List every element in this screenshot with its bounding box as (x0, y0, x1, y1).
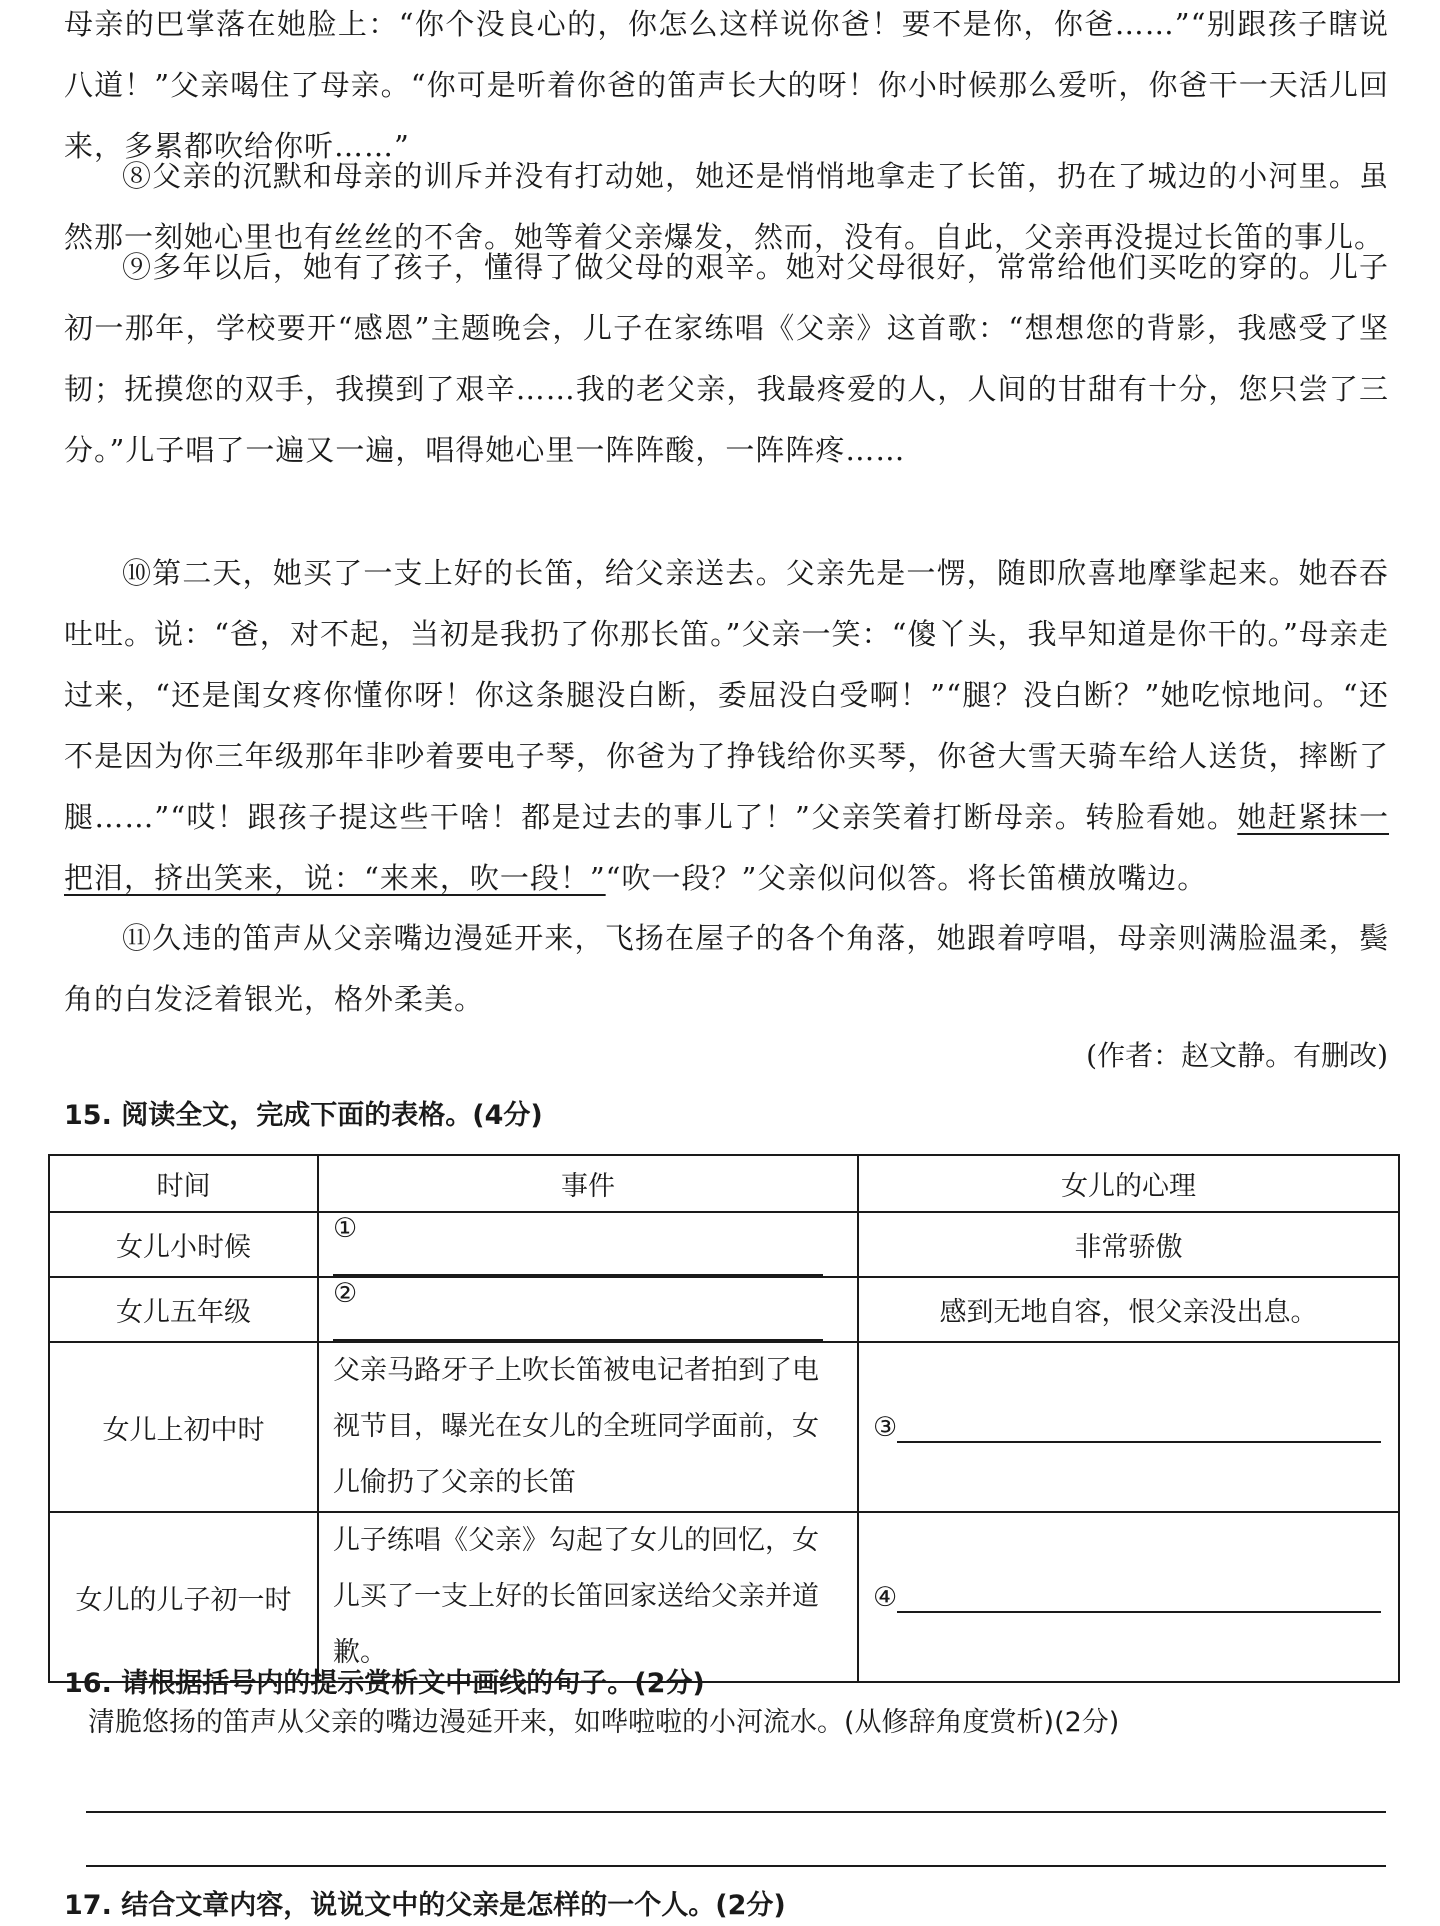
answer-marker: ③ (873, 1412, 898, 1443)
underlined-sentence: 她赶紧抹一把泪，挤出笑来，说：“来来，吹一段！” (64, 800, 1389, 895)
passage-paragraph-7-continued: 母亲的巴掌落在她脸上：“你个没良心的，你怎么这样说你爸！要不是你，你爸……”“别跟孩子瞎说八道！”父亲喝住了母亲。“你可是听着你爸的笛声长大的呀！你小时候那么爱听，你爸干一天活儿回来，多累都吹给你听……” (64, 7, 1389, 163)
header-mind: 女儿的心理 (858, 1155, 1399, 1212)
row-time: 女儿的儿子初一时 (49, 1512, 318, 1682)
paragraph-10-tail: “吹一段？”父亲似问似答。将长笛横放嘴边。 (605, 861, 1208, 895)
row-event: 儿子练唱《父亲》勾起了女儿的回忆，女儿买了一支上好的长笛回家送给父亲并道歉。 (318, 1512, 858, 1682)
answer-marker: ① (333, 1213, 358, 1244)
row-time: 女儿五年级 (49, 1277, 318, 1342)
row-event (318, 1277, 858, 1342)
passage-paragraph-11: ⑪久违的笛声从父亲嘴边漫延开来，飞扬在屋子的各个角落，她跟着哼唱，母亲则满脸温柔，鬓角的白发泛着银光，格外柔美。 (64, 921, 1389, 1016)
answer-marker: ④ (873, 1582, 898, 1613)
question-15-title: 15. 阅读全文，完成下面的表格。(4分) (64, 1100, 543, 1131)
header-event: 事件 (318, 1155, 858, 1212)
question-16-prompt: 清脆悠扬的笛声从父亲的嘴边漫延开来，如哗啦啦的小河流水。(从修辞角度赏析)(2分) (88, 1707, 1120, 1738)
answer-line-1[interactable] (86, 1811, 1386, 1813)
paragraph-10-text: ⑩第二天，她买了一支上好的长笛，给父亲送去。父亲先是一愣，随即欣喜地摩挲起来。她吞吞吐吐。说：“爸，对不起，当初是我扔了你那长笛。”父亲一笑：“傻丫头，我早知道是你干的。”母亲走过来，“还是闺女疼你懂你呀！你这条腿没白断，委屈没白受啊！”“腿？没白断？”她吃惊地问。“还不是因为你三年级那年非吵着要电子琴，你爸为了挣钱给你买琴，你爸大雪天骑车给人送货，摔断了腿……”“哎！跟孩子提这些干啥！都是过去的事儿了！”父亲笑着打断母亲。转脸看她。 (64, 556, 1389, 834)
row-mind: 非常骄傲 (858, 1212, 1399, 1277)
row-event (318, 1212, 858, 1277)
table-header-row (49, 1155, 1399, 1212)
author-credit: (作者：赵文静。有删改) (1086, 1039, 1388, 1072)
question-15-table (48, 1154, 1400, 1683)
answer-blank-3[interactable] (897, 1411, 1381, 1443)
answer-blank-4[interactable] (897, 1581, 1381, 1613)
answer-marker: ② (333, 1278, 358, 1309)
answer-blank-1[interactable] (333, 1244, 823, 1276)
table-row (49, 1212, 1399, 1277)
row-time: 女儿小时候 (49, 1212, 318, 1277)
answer-line-2[interactable] (86, 1865, 1386, 1867)
table-row (49, 1342, 1399, 1512)
row-time: 女儿上初中时 (49, 1342, 318, 1512)
table-row (49, 1277, 1399, 1342)
question-16-title: 16. 请根据括号内的提示赏析文中画线的句子。(2分) (64, 1668, 705, 1699)
row-event: 父亲马路牙子上吹长笛被电记者拍到了电视节目，曝光在女儿的全班同学面前，女儿偷扔了父亲的长笛 (318, 1342, 858, 1512)
row-mind (858, 1512, 1399, 1682)
row-mind: 感到无地自容，恨父亲没出息。 (858, 1277, 1399, 1342)
question-17-title: 17. 结合文章内容，说说文中的父亲是怎样的一个人。(2分) (64, 1890, 786, 1921)
row-mind (858, 1342, 1399, 1512)
header-time: 时间 (49, 1155, 318, 1212)
passage-paragraph-10 (64, 543, 1389, 909)
passage-paragraph-9: ⑨多年以后，她有了孩子，懂得了做父母的艰辛。她对父母很好，常常给他们买吃的穿的。儿子初一那年，学校要开“感恩”主题晚会，儿子在家练唱《父亲》这首歌：“想想您的背影，我感受了坚韧；抚摸您的双手，我摸到了艰辛……我的老父亲，我最疼爱的人，人间的甘甜有十分，您只尝了三分。”儿子唱了一遍又一遍，唱得她心里一阵阵酸，一阵阵疼…… (64, 250, 1389, 467)
table-row (49, 1512, 1399, 1682)
passage-paragraph-8: ⑧父亲的沉默和母亲的训斥并没有打动她，她还是悄悄地拿走了长笛，扔在了城边的小河里。虽然那一刻她心里也有丝丝的不舍。她等着父亲爆发，然而，没有。自此，父亲再没提过长笛的事儿。 (64, 159, 1389, 254)
answer-blank-2[interactable] (333, 1309, 823, 1341)
